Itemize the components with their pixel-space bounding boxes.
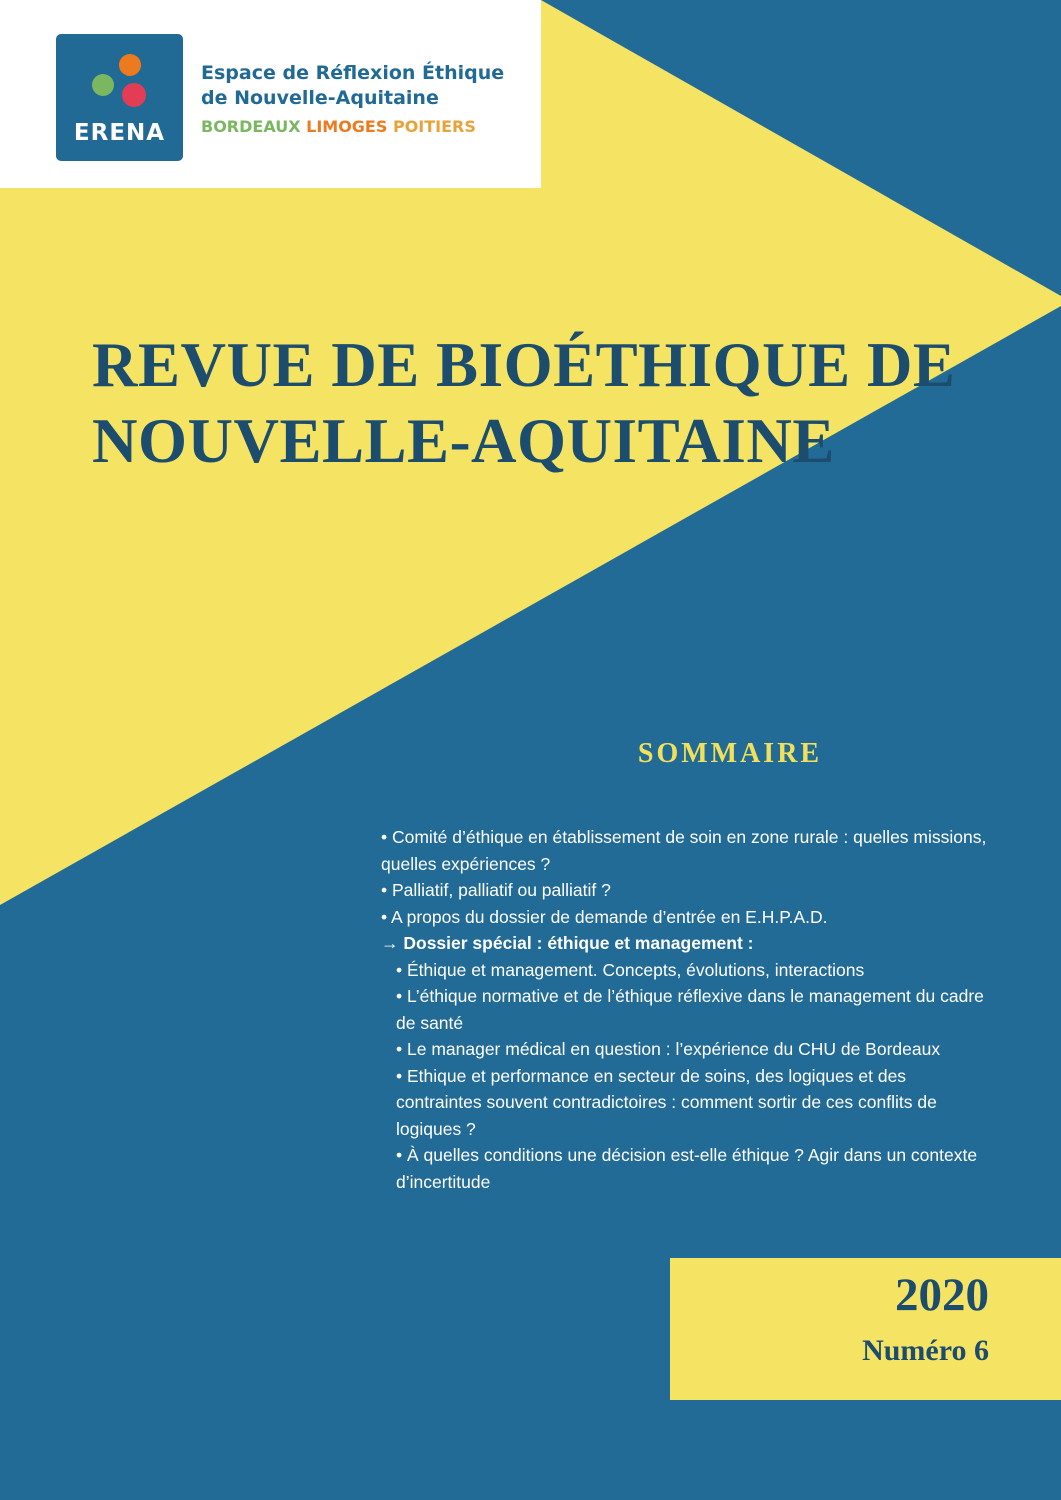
sommaire-heading: SOMMAIRE <box>637 738 823 769</box>
toc-item: • Palliatif, palliatif ou palliatif ? <box>381 880 611 900</box>
red-dot-icon <box>122 83 146 107</box>
issue-number: Numéro 6 <box>862 1334 989 1367</box>
toc-special-item: • Le manager médical en question : l’expérience du CHU de Bordeaux <box>396 1039 941 1059</box>
toc-item: • A propos du dossier de demande d’entrée en E.H.P.A.D. <box>381 906 828 927</box>
logo-line-1: Espace de Réflexion Éthique <box>201 62 505 84</box>
green-dot-icon <box>92 74 114 96</box>
logo-acronym: ERENA <box>73 120 166 146</box>
city-bordeaux: BORDEAUX <box>201 117 301 136</box>
issue-box <box>670 1258 1061 1400</box>
orange-dot-icon <box>119 54 141 76</box>
toc-item: • Comité d’éthique en établissement de soin en zone rurale : quelles missions, quelles expériences ? <box>381 827 987 874</box>
logo-line-2: de Nouvelle-Aquitaine <box>201 87 439 109</box>
table-of-contents <box>381 824 996 1195</box>
issue-year: 2020 <box>895 1269 989 1321</box>
city-limoges: LIMOGES <box>306 117 388 136</box>
toc-special-item: • L’éthique normative et de l’éthique réflexive dans le management du cadre de santé <box>396 986 984 1033</box>
title-line-1: REVUE DE BIOÉTHIQUE DE <box>92 330 956 400</box>
revue-title <box>92 327 1012 479</box>
toc-special-item: • Éthique et management. Concepts, évolutions, interactions <box>396 959 865 980</box>
toc-special-item: • Ethique et performance en secteur de soins, des logiques et des contraintes souvent contradictoires : comment sortir de ces conflits de logiques ? <box>396 1065 937 1139</box>
city-poitiers: POITIERS <box>392 117 476 136</box>
erena-logo <box>56 34 183 161</box>
title-line-2: NOUVELLE-AQUITAINE <box>92 406 835 476</box>
logo-panel <box>0 0 541 188</box>
toc-special-item: • À quelles conditions une décision est-elle éthique ? Agir dans un contexte d’incertitude <box>396 1145 978 1192</box>
toc-special-heading: → Dossier spécial : éthique et management : <box>381 933 754 953</box>
logo-cities <box>201 117 476 136</box>
